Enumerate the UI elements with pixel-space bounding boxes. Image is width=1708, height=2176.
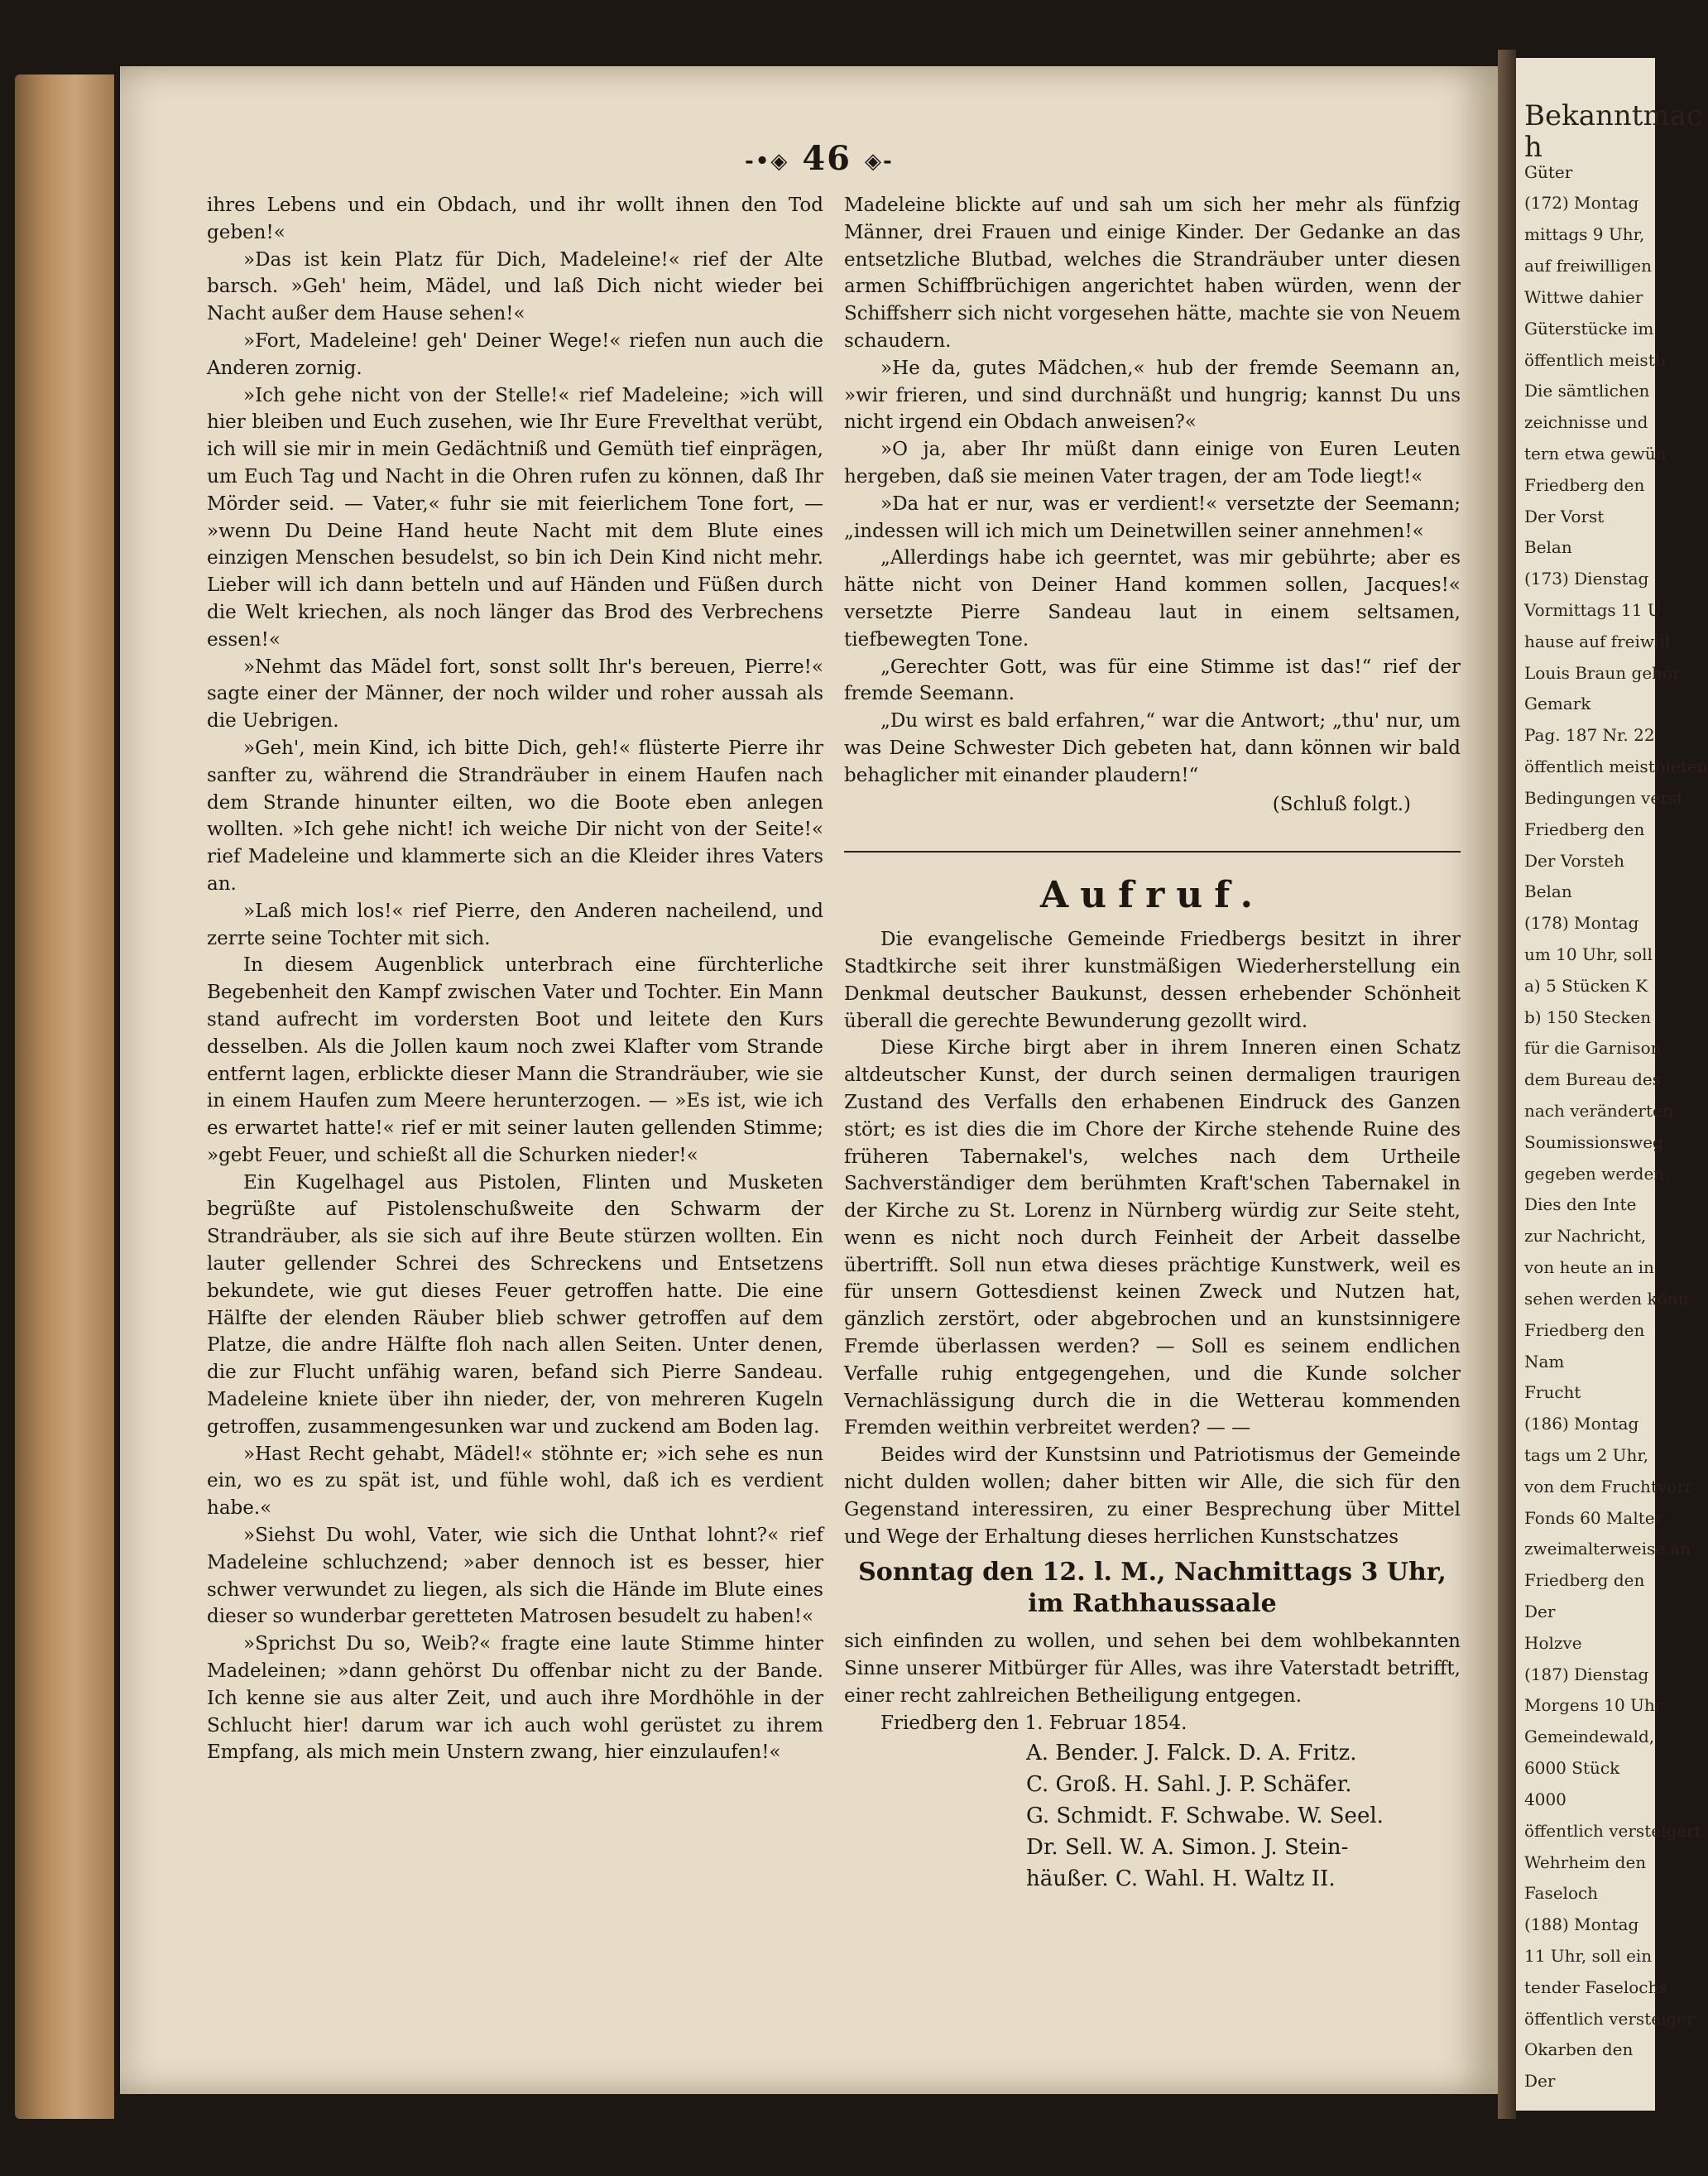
- paragraph: »Hast Recht gehabt, Mädel!« stöhnte er; »ich sehe es nun ein, wo es zu spät ist, und fühle wohl, daß ich es verdient habe.«: [207, 1443, 823, 1520]
- adjacent-page-text: (178) Montag: [1524, 913, 1639, 934]
- aufruf-dateline: Friedberg den 1. Februar 1854.: [880, 1712, 1187, 1734]
- signer-line: Dr. Sell. W. A. Simon. J. Stein-: [1026, 1834, 1349, 1860]
- adjacent-page-text: Louis Braun gehör: [1524, 662, 1681, 683]
- page-number: [745, 139, 894, 178]
- paragraph: ihres Lebens und ein Obdach, und ihr wollt ihnen den Tod geben!«: [207, 195, 823, 243]
- adjacent-page-text: tags um 2 Uhr,: [1524, 1444, 1649, 1465]
- book-gutter: [1498, 50, 1516, 2119]
- adjacent-page-text: hause auf freiwill: [1524, 631, 1671, 651]
- adjacent-page-text: Der: [1524, 1602, 1556, 1621]
- aufruf-closing: sich einfinden zu wollen, und sehen bei dem wohlbekannten Sinne unserer Mitbürger für Alles, was ihre Vaterstadt betrifft, einer recht zahlreichen Betheiligung entgegen.: [844, 1631, 1461, 1708]
- left-column: [207, 192, 823, 1766]
- adjacent-page-text: für die Garnison: [1524, 1038, 1662, 1059]
- adjacent-page-fragment: [1516, 58, 1708, 2111]
- adjacent-page-text: Güterstücke im: [1524, 318, 1654, 339]
- right-column: [844, 192, 1461, 1895]
- adjacent-page-text: von dem Fruchtvorr: [1524, 1476, 1693, 1496]
- adjacent-page-text: Die sämtlichen: [1524, 381, 1650, 401]
- paragraph: »Da hat er nur, was er verdient!« versetzte der Seemann; „indessen will ich mich um Deinetwillen seiner annehmen!«: [844, 492, 1461, 542]
- paragraph: „Allerdings habe ich geerntet, was mir gebührte; aber es hätte nicht von Deiner Hand kommen sollen, Jacques!« versetzte Pierre Sandeau laut in einem seltsamen, tiefbewegten Tone.: [844, 547, 1461, 651]
- adjacent-page-text: Soumissionsweg: [1524, 1131, 1663, 1152]
- adjacent-page-text: 11 Uhr, soll ein: [1524, 1945, 1653, 1966]
- adjacent-page-text: mittags 9 Uhr,: [1524, 224, 1645, 245]
- adjacent-page-text: öffentlich meistbieten: [1524, 757, 1708, 777]
- adjacent-page-text: Friedberg den: [1524, 1570, 1645, 1591]
- book-page-edges: [15, 74, 114, 2119]
- adjacent-page-text: a) 5 Stücken K: [1524, 975, 1648, 996]
- ornament-left: -•◈: [745, 149, 789, 174]
- paragraph: Ein Kugelhagel aus Pistolen, Flinten und Musketen begrüßte auf Pistolenschußweite den Schwarm der Strandräuber, als sie sich auf ihre Beute stürzen wollten. Ein lauter gellender Schrei des Schreckens und Entsetzens bekundete, wie gut dieses Feuer getroffen hatte. Die eine Hälfte der elenden Räuber blieb schwer getroffen auf dem Platze, die andre Hälfte floh nach allen Seiten. Unter denen, die zur Flucht unfähig waren, befand sich Pierre Sandeau. Madeleine kniete über ihn nieder, der, von mehreren Kugeln getroffen, zusammengesunken war und zuckend am Boden lag.: [207, 1171, 823, 1438]
- adjacent-page-text: zur Nachricht,: [1524, 1226, 1647, 1247]
- adjacent-page-text: 6000 Stück: [1524, 1758, 1620, 1779]
- adjacent-page-text: Frucht: [1524, 1382, 1581, 1403]
- paragraph: »Siehst Du wohl, Vater, wie sich die Unthat lohnt?« rief Madeleine schluchzend; »aber dennoch ist es besser, hier schwer verwundet zu liegen, als sich die Hände im Blute eines dieser so wunderbar geretteten Matrosen besudelt zu haben!«: [207, 1525, 823, 1628]
- paragraph: »Sprichst Du so, Weib?« fragte eine laute Stimme hinter Madeleinen; »dann gehörst Du offenbar nicht zu der Bande. Ich kenne sie aus alter Zeit, und auch ihre Mordhöhle in der Schlucht hier! darum war ich auch wohl gerüstet zu ihrem Empfang, als mich mein Unstern zwang, hier einzulaufen!«: [207, 1633, 823, 1764]
- adjacent-page-text: Der: [1524, 2071, 1556, 2092]
- signer-line: A. Bender. J. Falck. D. A. Fritz.: [1026, 1740, 1357, 1765]
- adjacent-page-text: Friedberg den: [1524, 1319, 1645, 1340]
- adjacent-page-text: (172) Montag: [1524, 193, 1639, 214]
- adjacent-page-text: Dies den Inte: [1524, 1194, 1637, 1215]
- page-number-value: 46: [802, 139, 852, 178]
- paragraph: »Das ist kein Platz für Dich, Madeleine!« rief der Alte barsch. »Geh' heim, Mädel, und laß Dich nicht wieder bei Nacht außer dem Hause sehen!«: [207, 248, 823, 325]
- signer-line: C. Groß. H. Sahl. J. P. Schäfer.: [1026, 1771, 1352, 1797]
- adjacent-page-text: zeichnisse und: [1524, 412, 1648, 433]
- adjacent-page-text: Gemeindewald,: [1524, 1727, 1655, 1747]
- aufruf-body: [844, 926, 1461, 1550]
- adjacent-page-text: (187) Dienstag: [1524, 1664, 1649, 1684]
- adjacent-page-text: nach veränderten: [1524, 1101, 1673, 1121]
- paragraph: Beides wird der Kunstsinn und Patriotismus der Gemeinde nicht dulden wollen; daher bitten wir Alle, die sich für den Gegenstand interessiren, zu einer Besprechung über Mittel und Wege der Erhaltung dieses herrlichen Kunstschatzes: [844, 1444, 1461, 1548]
- paragraph: „Gerechter Gott, was für eine Stimme ist das!“ rief der fremde Seemann.: [844, 656, 1461, 705]
- adjacent-page-text: von heute an in: [1524, 1257, 1654, 1278]
- paragraph: »Fort, Madeleine! geh' Deiner Wege!« riefen nun auch die Anderen zornig.: [207, 329, 823, 379]
- adjacent-page-text: gegeben werden.: [1524, 1163, 1670, 1184]
- adjacent-page-text: zweimalterweise an: [1524, 1539, 1691, 1559]
- adjacent-page-text: Pag. 187 Nr. 22: [1524, 725, 1655, 746]
- adjacent-page-text: um 10 Uhr, soll: [1524, 944, 1653, 964]
- paragraph: Die evangelische Gemeinde Friedbergs besitzt in ihrer Stadtkirche seit ihrer kunstmäßigen Wiederherstellung ein Denkmal deutscher Baukunst, dessen erhebender Schönheit überall die gerechte Bewunderung gezollt wird.: [844, 929, 1461, 1032]
- adjacent-page-text: Faseloch: [1524, 1883, 1599, 1904]
- adjacent-page-text: öffentlich versteigert: [1524, 1820, 1701, 1841]
- paragraph: »Geh', mein Kind, ich bitte Dich, geh!« flüsterte Pierre ihr sanfter zu, während die Strandräuber in einem Haufen nach dem Strande hinunter eilten, wo die Boote eben anlegen wollten. »Ich gehe nicht! ich weiche Dir nicht von der Seite!« rief Madeleine und klammerte sich an die Kleider ihres Vaters an.: [207, 737, 823, 895]
- adjacent-page-text: tern etwa gewün: [1524, 443, 1667, 464]
- paragraph: »Ich gehe nicht von der Stelle!« rief Madeleine; »ich will hier bleiben und Euch zusehen, wie Ihr Eure Frevelthat verübt, ich will sie mir in mein Gedächtniß und Gemüth tief einprägen, um Euch Tag und Nacht in die Ohren rufen zu können, daß Ihr Mörder seid. — Vater,« fuhr sie mit feierlichem Tone fort, — »wenn Du Deine Hand heute Nacht mit dem Blute eines einzigen Menschen besudelst, so bin ich Dein Kind nicht mehr. Lieber will ich dann betteln und auf Händen und Füßen durch die Welt kriechen, als noch länger das Brod des Verbrechens essen!«: [207, 384, 823, 651]
- signers-list: [844, 1737, 1461, 1895]
- adjacent-page-text: Friedberg den: [1524, 819, 1645, 839]
- adjacent-page-text: Gemark: [1524, 694, 1591, 714]
- adjacent-page-text: Morgens 10 Uhr: [1524, 1695, 1663, 1716]
- aufruf-title: Aufruf.: [1040, 874, 1264, 917]
- adjacent-page-text: Belan: [1524, 537, 1572, 558]
- paragraph: »He da, gutes Mädchen,« hub der fremde Seemann an, »wir frieren, und sind durchnäßt und hungrig; kannst Du uns nicht irgend ein Obdach anweisen?«: [844, 357, 1461, 434]
- adjacent-page-text: Der Vorst: [1524, 506, 1605, 526]
- story-continuation: [844, 192, 1461, 790]
- adjacent-page-text: h: [1524, 130, 1542, 164]
- adjacent-page-text: Güter: [1524, 161, 1573, 182]
- adjacent-page-text: tender Faselochs: [1524, 1977, 1667, 1997]
- paragraph: „Du wirst es bald erfahren,“ war die Antwort; „thu' nur, um was Deine Schwester Dich gebeten hat, dann können wir bald behaglicher mit einander plaudern!“: [844, 710, 1461, 786]
- adjacent-page-text: b) 150 Stecken: [1524, 1006, 1652, 1027]
- adjacent-page-text: Wehrheim den: [1524, 1852, 1647, 1872]
- adjacent-page-text: Vormittags 11 U: [1524, 600, 1662, 620]
- adjacent-page-text: Okarben den: [1524, 2039, 1634, 2060]
- signer-line: G. Schmidt. F. Schwabe. W. Seel.: [1026, 1803, 1384, 1828]
- paragraph: In diesem Augenblick unterbrach eine fürchterliche Begebenheit den Kampf zwischen Vater und Tochter. Ein Mann stand aufrecht im vordersten Boot und leitete den Kurs desselben. Als die Jollen kaum noch zwei Klafter vom Strande entfernt lagen, erblickte dieser Mann die Strandräuber, wie sie in einem Haufen zum Meere herunterzogen. — »Es ist, wie ich es erwartet hatte!« rief er mit seiner lauten gellenden Stimme; »gebt Feuer, und schießt all die Schurken nieder!«: [207, 954, 823, 1166]
- adjacent-page-text: dem Bureau des: [1524, 1069, 1661, 1090]
- adjacent-page-text: Fonds 60 Malter: [1524, 1507, 1663, 1528]
- adjacent-page-text: Nam: [1524, 1351, 1565, 1371]
- paragraph: »O ja, aber Ihr müßt dann einige von Euren Leuten hergeben, daß sie meinen Vater tragen, der am Tode liegt!«: [844, 439, 1461, 488]
- meeting-announcement: Sonntag den 12. l. M., Nachmittags 3 Uhr, im Rathhaussaale: [858, 1558, 1447, 1619]
- signer-line: häußer. C. Wahl. H. Waltz II.: [1026, 1866, 1336, 1891]
- adjacent-page-text: öffentlich versteiger: [1524, 2008, 1695, 2029]
- paragraph: »Laß mich los!« rief Pierre, den Anderen nacheilend, und zerrte seine Tochter mit sich.: [207, 900, 823, 949]
- paragraph: Diese Kirche birgt aber in ihrem Inneren einen Schatz altdeutscher Kunst, der durch seinen dermaligen traurigen Zustand des Verfalls den erhabenen Eindruck des Ganzen stört; es ist dies die im Chore der Kirche stehende Ruine des früheren Tabernakel's, welches nach dem Urtheile Sachverständiger dem berühmten Kraft'schen Tabernakel in der Kirche zu St. Lorenz in Nürnberg würdig zur Seite steht, wenn es nicht noch durch Feinheit der Arbeit dasselbe übertrifft. Soll nun etwa dieses prächtige Kunstwerk, weil es für unsern Gottesdienst keinen Zweck und Nutzen hat, gänzlich zerstört, oder abgebrochen und an kunstsinnigere Fremde überlassen werden? — Soll es seinem endlichen Verfalle ruhig entgegengehen, und die Kunde solcher Vernachlässigung durch die in die Wetterau kommenden Fremden weithin verbreitet werden? — —: [844, 1037, 1461, 1439]
- adjacent-page-text: Friedberg den: [1524, 474, 1645, 495]
- adjacent-page-text: Holzve: [1524, 1632, 1582, 1653]
- adjacent-page-text: Belan: [1524, 881, 1572, 902]
- adjacent-page-text: Der Vorsteh: [1524, 850, 1625, 871]
- adjacent-page-text: öffentlich meistb: [1524, 349, 1666, 370]
- adjacent-page-text: (188) Montag: [1524, 1914, 1639, 1935]
- adjacent-page-text: Wittwe dahier: [1524, 286, 1643, 307]
- ornament-right: ◈-: [864, 149, 894, 174]
- adjacent-page-text: 4000: [1524, 1789, 1566, 1809]
- adjacent-page-text: (186) Montag: [1524, 1414, 1639, 1434]
- adjacent-page-text: auf freiwilligen: [1524, 256, 1652, 276]
- paragraph: Madeleine blickte auf und sah um sich her mehr als fünfzig Männer, drei Frauen und einige Kinder. Der Gedanke an das entsetzliche Blutbad, welches die Strandräuber unter diesen armen Schiffbrüchigen angerichtet haben würden, wenn der Schiffsherr sich nicht vorgesehen hätte, machte sie von Neuem schaudern.: [844, 195, 1461, 352]
- adjacent-page-text: sehen werden könn: [1524, 1288, 1689, 1309]
- adjacent-page-text: Bekanntmac: [1524, 99, 1702, 132]
- continued-note: (Schluß folgt.): [1272, 793, 1411, 815]
- adjacent-page-text: Bedingungen verst: [1524, 787, 1684, 808]
- paragraph: »Nehmt das Mädel fort, sonst sollt Ihr's bereuen, Pierre!« sagte einer der Männer, der noch wilder und roher aussah als die Uebrigen.: [207, 656, 823, 733]
- adjacent-page-text: (173) Dienstag: [1524, 569, 1649, 589]
- section-divider: [844, 851, 1461, 853]
